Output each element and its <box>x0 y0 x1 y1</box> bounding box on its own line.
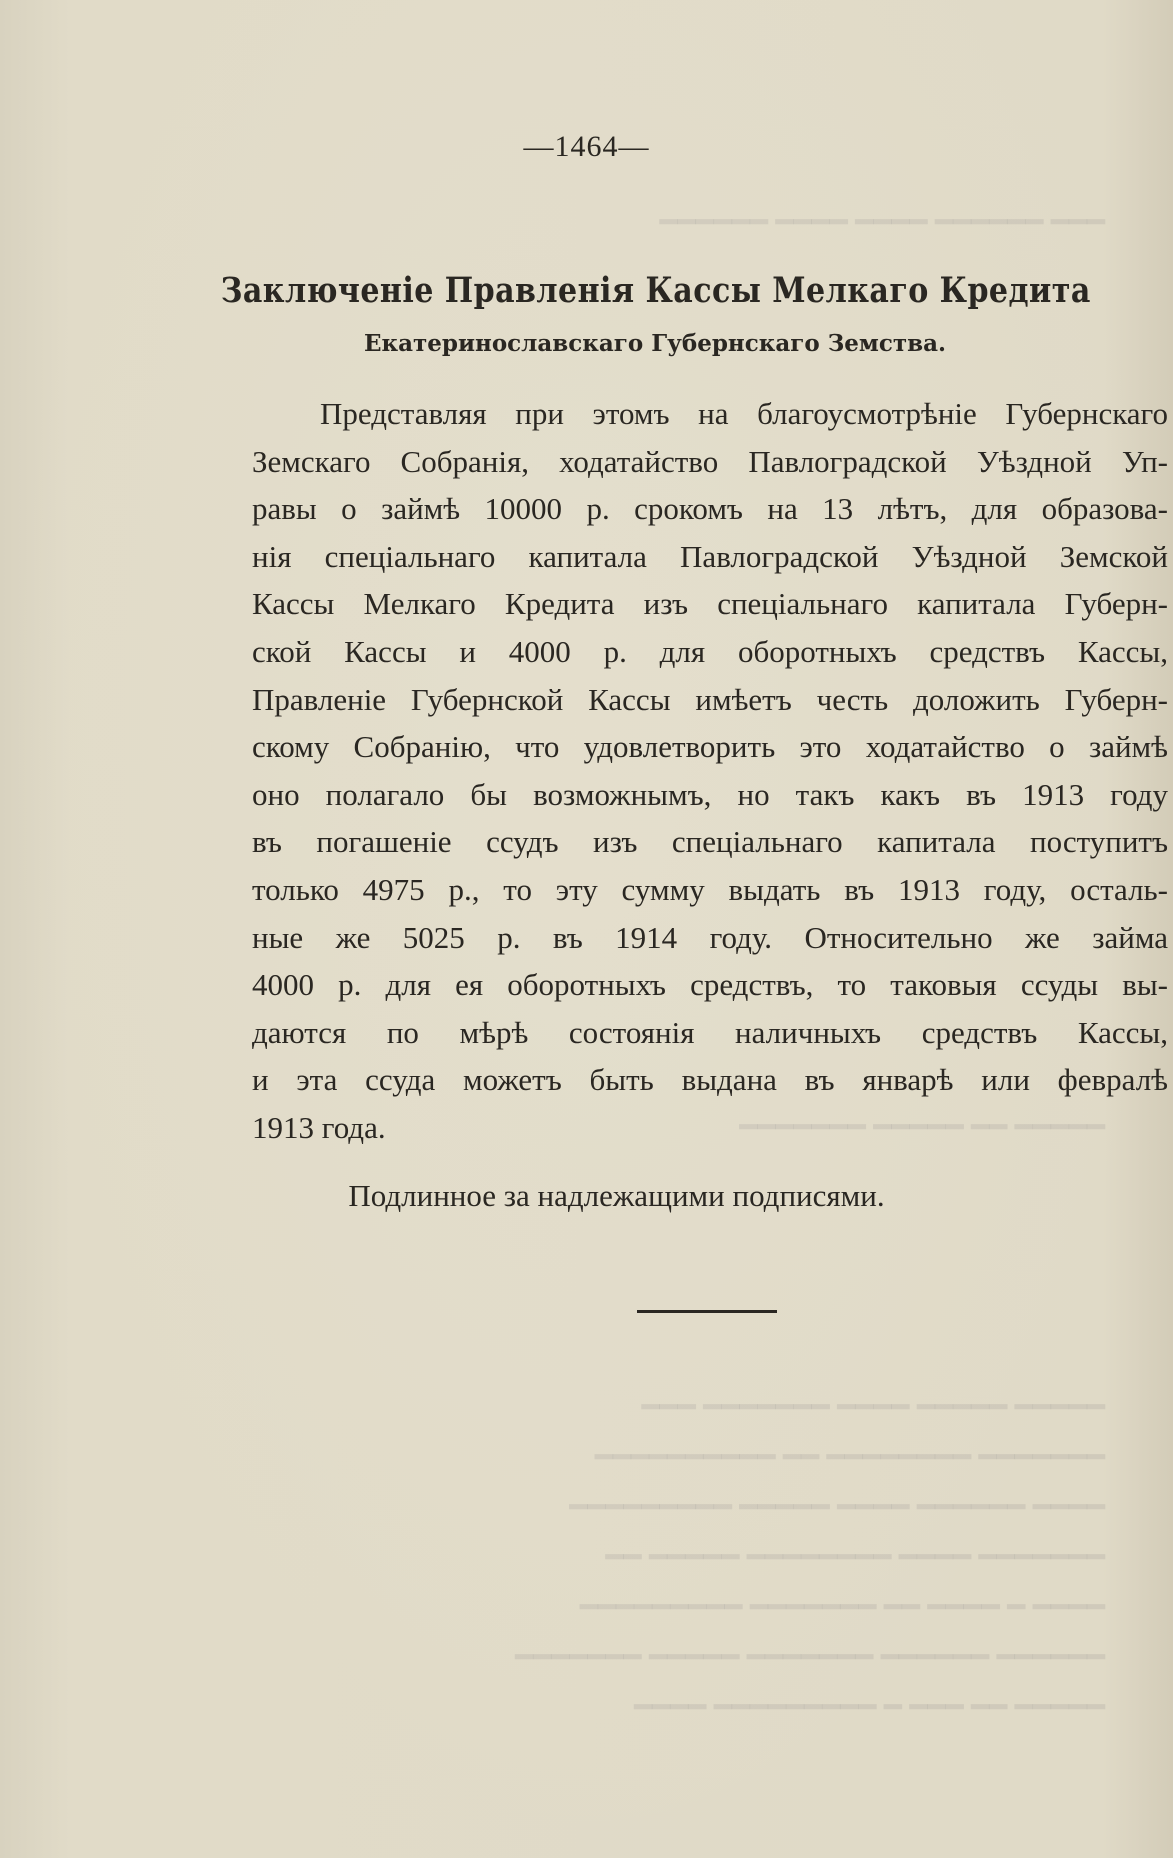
bleed-through-shadow: ━━━━━ ━━━━━ ━━━━ ━━━━━━━ ━━━ <box>641 1391 1105 1424</box>
paragraph-line: только 4975 р., то эту сумму выдать въ 1913 году, осталь- <box>252 871 1168 907</box>
paragraph-line: Правленiе Губернской Кассы имѣетъ честь доложить Губерн- <box>252 681 1168 717</box>
paragraph-line: въ погашенiе ссудъ изъ спецiальнаго капитала поступитъ <box>252 824 1168 860</box>
bleed-through-shadow: ━━━ ━━━━━━ ━━━━ ━━━━ ━━━━━━ <box>659 206 1105 239</box>
document-title: Заключенiе Правленiя Кассы Мелкаго Кредита <box>220 270 1091 311</box>
paragraph-line: ской Кассы и 4000 р. для оборотныхъ средствъ Кассы, <box>252 633 1168 669</box>
paragraph-line: Представляя при этомъ на благоусмотрѣнiе Губернскаго <box>320 396 1168 431</box>
bleed-through-shadow: ━━━━━━━ ━━━━ ━━━━━━━━ ━━━━━ ━━ <box>605 1541 1105 1574</box>
paragraph-line: и эта ссуда можетъ быть выдана въ январѣ или февралѣ <box>252 1062 1168 1098</box>
document-subtitle: Екатеринославскаго Губернскаго Земства. <box>363 330 947 357</box>
paragraph-line: ные же 5025 р. въ 1914 году. Относительно же займа <box>252 919 1168 955</box>
bleed-through-shadow: ━━━━ ━ ━━━━ ━━ ━━━━━━━ ━━━━━━━━━ <box>579 1591 1105 1624</box>
paragraph-line: скому Собранiю, что удовлетворить это ходатайство о займѣ <box>252 729 1168 765</box>
paragraph-line: нiя спецiальнаго капитала Павлоградской Уѣздной Земской <box>252 538 1168 574</box>
signature-note: Подлинное за надлежащими подписями. <box>348 1178 885 1213</box>
paragraph-line: даются по мѣрѣ состоянiя наличныхъ средствъ Кассы, <box>252 1014 1168 1050</box>
bleed-through-shadow: ━━━━ ━━━━━━ ━━━━ ━━━━━ ━━━━━━━━━ <box>569 1491 1105 1524</box>
body-paragraph <box>252 390 1168 1152</box>
paragraph-line: Кассы Мелкаго Кредита изъ спецiальнаго капитала Губерн- <box>252 586 1168 622</box>
page-number: —1464— <box>523 130 650 163</box>
paragraph-line: Земскаго Собранiя, ходатайство Павлоградской Уѣздной Уп- <box>252 443 1168 479</box>
paragraph-line: 1913 года. <box>252 1109 386 1145</box>
bleed-through-shadow: ━━━━━ ━━ ━━━ ━ ━━━━━━━━━ ━━━━ <box>634 1691 1105 1724</box>
paragraph-line: равы о займѣ 10000 р. срокомъ на 13 лѣтъ, для образова- <box>252 491 1168 527</box>
bleed-through-shadow: ━━━━━ ━━ ━━━━━ ━━━━━━━ <box>739 1111 1105 1144</box>
paragraph-line: 4000 р. для ея оборотныхъ средствъ, то таковыя ссуды вы- <box>252 967 1168 1003</box>
bleed-through-shadow: ━━━━━━━ ━━━━━━━━ ━━ ━━━━━━━━━━ <box>594 1441 1105 1474</box>
bleed-through-shadow: ━━━━━━ ━━━━━━ ━━━━━━━ ━━━━━ ━━━━━━━ <box>515 1641 1105 1674</box>
paragraph-line: оно полагало бы возможнымъ, но такъ какъ въ 1913 году <box>252 776 1168 812</box>
closing-rule <box>637 1310 777 1313</box>
